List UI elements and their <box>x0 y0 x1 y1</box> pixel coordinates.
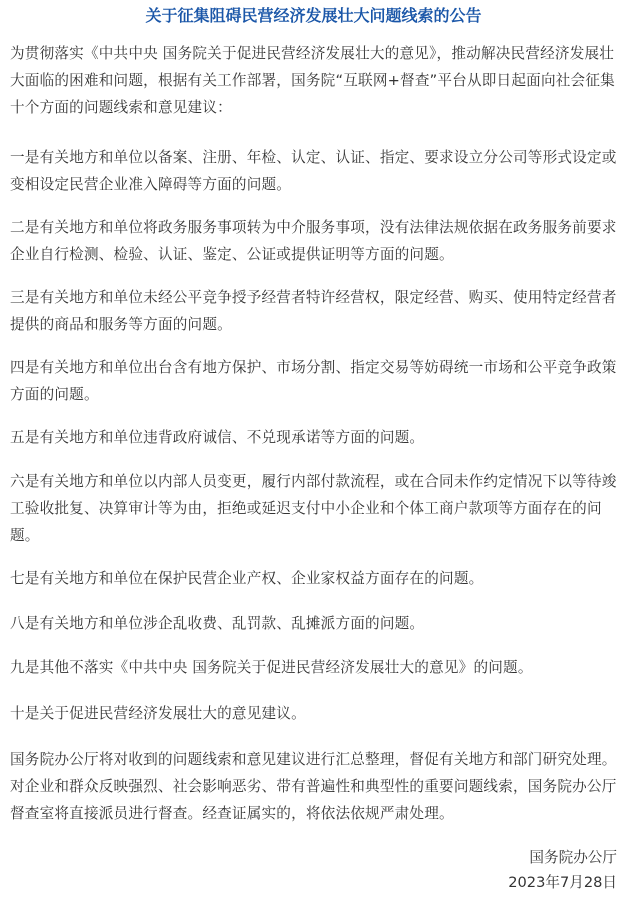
intro-paragraph: 为贯彻落实《中共中央 国务院关于促进民营经济发展壮大的意见》，推动解决民营经济发展壮大面临的困难和问题，根据有关工作部署，国务院“互联网+督查”平台从即日起面向社会征集十个方面的问题线索和意见建议： <box>10 45 615 116</box>
item-4: 四是有关地方和单位出台含有地方保护、市场分割、指定交易等妨碍统一市场和公平竞争政策方面的问题。 <box>10 359 617 403</box>
item-1: 一是有关地方和单位以备案、注册、年检、认定、认证、指定、要求设立分公司等形式设定或变相设定民营企业准入障碍等方面的问题。 <box>10 149 617 193</box>
issuer-signature: 国务院办公厅 <box>529 849 617 866</box>
item-3: 三是有关地方和单位未经公平竞争授予经营者特许经营权，限定经营、购买、使用特定经营者提供的商品和服务等方面的问题。 <box>10 289 617 333</box>
item-7: 七是有关地方和单位在保护民营企业产权、企业家权益方面存在的问题。 <box>10 570 484 587</box>
page-title: 关于征集阻碍民营经济发展壮大问题线索的公告 <box>145 6 482 25</box>
item-6: 六是有关地方和单位以内部人员变更，履行内部付款流程，或在合同未作约定情况下以等待竣工验收批复、决算审计等为由，拒绝或延迟支付中小企业和个体工商户款项等方面存在的问题。 <box>10 473 617 544</box>
item-8: 八是有关地方和单位涉企乱收费、乱罚款、乱摊派方面的问题。 <box>10 615 425 632</box>
item-5: 五是有关地方和单位违背政府诚信、不兑现承诺等方面的问题。 <box>10 429 425 446</box>
issue-date: 2023年7月28日 <box>508 874 617 891</box>
closing-paragraph: 国务院办公厅将对收到的问题线索和意见建议进行汇总整理，督促有关地方和部门研究处理。对企业和群众反映强烈、社会影响恶劣、带有普遍性和典型性的重要问题线索，国务院办公厅督查室将直接派员进行督查。经查证属实的，将依法依规严肃处理。 <box>10 751 617 822</box>
item-10: 十是关于促进民营经济发展壮大的意见建议。 <box>10 705 306 722</box>
item-2: 二是有关地方和单位将政务服务事项转为中介服务事项，没有法律法规依据在政务服务前要求企业自行检测、检验、认证、鉴定、公证或提供证明等方面的问题。 <box>10 219 617 263</box>
item-9: 九是其他不落实《中共中央 国务院关于促进民营经济发展壮大的意见》的问题。 <box>10 659 533 676</box>
